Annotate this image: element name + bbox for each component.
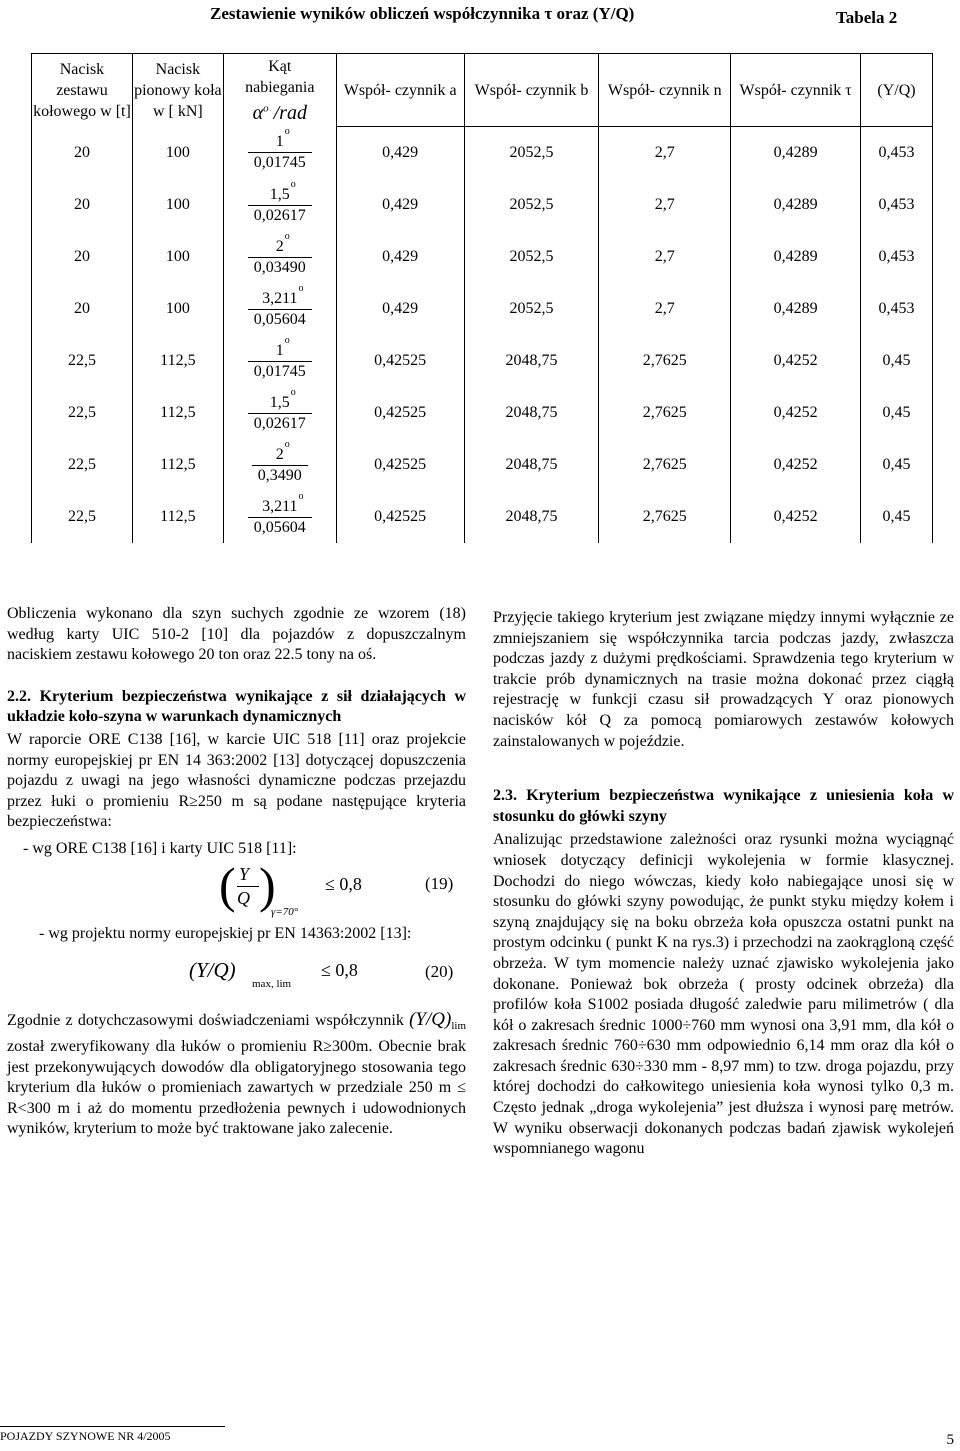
cell-wheel-load: 100 (132, 127, 223, 180)
cell-coef-tau: 0,4252 (731, 387, 861, 439)
yq-lim-sub: lim (451, 1020, 467, 1033)
angle-radians: 0,05604 (248, 517, 312, 538)
cell-coef-b: 2052,5 (464, 179, 599, 231)
angle-degrees: 3,211 (262, 497, 298, 515)
right-paragraph-2: Analizując przedstawione zależności oraz rysunki można wyciągnąć wniosek dotyczący definicji wykolejenia w formie klasycznej. Dochodzi do niego wówczas, kiedy koło nabiegające unosi się w stosunku do główki szyny powodując, że punkt styku między kołem i szyną znajdujący się na boku obrzeża koła opuszcza ostatni punkt na prostym odcinku ( punkt K na rys.3) i przechodzi na zaokrągloną część obrzeża. W tym momencie należy uznać zjawisko wykolejenia jako dokonane. Ponieważ bok obrzeża ( prosty odcinek obrzeża) dla profilów koła S1002 posiada długość zaledwie paru milimetrów ( dla kół o zakresach średnic 1000÷760 mm wynosi ona 3,91 mm, dla kół o zakresach średnic 760÷630 mm odpowiednio 6,14 mm oraz dla kół o zakresach średnic 630÷330 mm - 8,97 mm) to tzw. droga pojazdu, przy której dochodzi do całkowitego uniesienia koła wynosi tylko 0,3 m. Często jednak „droga wykolejenia” jest dłuższa i wynosi parę metrów. W wyniku obserwacji dokonanych podczas badań zjawisk wykolejeń wspomnianego wagonu (493, 831, 954, 1158)
header-coef-n: Współ- czynnik n (599, 54, 731, 127)
cell-yq: 0,45 (861, 439, 933, 491)
table-row (32, 231, 933, 283)
cell-angle: 1 o 0,01745 (223, 127, 336, 180)
equation-20 (7, 944, 466, 1006)
table-row (32, 179, 933, 231)
header-wheel-load: Nacisk pionowy koła w [ kN] (132, 54, 223, 127)
cell-wheel-load: 100 (132, 179, 223, 231)
journal-footer: POJAZDY SZYNOWE NR 4/2005 (0, 1426, 225, 1444)
cell-wheel-load: 100 (132, 283, 223, 335)
table-number: Tabela 2 (836, 8, 898, 27)
cell-axle-load: 20 (32, 179, 133, 231)
header-coef-b: Współ- czynnik b (464, 54, 599, 127)
cell-yq: 0,45 (861, 335, 933, 387)
cell-axle-load: 22,5 (32, 439, 133, 491)
eq19-rhs: ≤ 0,8 (325, 873, 362, 894)
left-paragraph-3 (7, 1010, 466, 1140)
cell-axle-load: 20 (32, 127, 133, 180)
cell-axle-load: 22,5 (32, 335, 133, 387)
cell-wheel-load: 112,5 (132, 335, 223, 387)
cell-coef-b: 2048,75 (464, 335, 599, 387)
cell-angle: 2 o 0,03490 (223, 231, 336, 283)
left-paragraph-1: Obliczenia wykonano dla szyn suchych zgodnie ze wzorem (18) według karty UIC 510-2 [10] dla pojazdów z dopuszczalnym naciskiem zestawu kołowego 20 ton oraz 22.5 tony na oś. (7, 605, 466, 664)
header-yq: (Y/Q) (861, 54, 933, 127)
cell-coef-tau: 0,4289 (731, 127, 861, 180)
cell-coef-a: 0,42525 (336, 491, 464, 543)
cell-axle-load: 22,5 (32, 491, 133, 543)
eq20-subscript: max, lim (252, 978, 292, 991)
angle-degrees: 2 (275, 445, 284, 463)
angle-radians: 0,03490 (248, 257, 312, 278)
cell-coef-a: 0,429 (336, 231, 464, 283)
cell-coef-tau: 0,4252 (731, 335, 861, 387)
table-caption: Zestawienie wyników obliczeń współczynnika τ oraz (Y/Q) (210, 4, 635, 23)
cell-coef-a: 0,429 (336, 127, 464, 180)
cell-axle-load: 20 (32, 231, 133, 283)
angle-degrees: 1 (275, 133, 284, 151)
left-paragraph-2: W raporcie ORE C138 [16], w karcie UIC 518 [11] oraz projekcie normy europejskiej pr EN 14 363:2002 [13] dotyczącej dopuszczenia pojazdu z uwagi na jego własności dynamiczne podczas przejazdu przez łuki o promieniu R≥250 m są podane następujące kryteria bezpieczeństwa: (7, 730, 466, 831)
angle-degrees: 3,211 (262, 289, 298, 307)
cell-coef-b: 2052,5 (464, 283, 599, 335)
cell-yq: 0,453 (861, 179, 933, 231)
angle-radians: 0,3490 (252, 465, 308, 486)
page-number: 5 (946, 1432, 954, 1448)
cell-coef-n: 2,7 (599, 231, 731, 283)
right-paragraph-1: Przyjęcie takiego kryterium jest związane między innymi wyłącznie ze zmniejszaniem się współczynnika tarcia podczas jazdy, zwłaszcza podczas jazdy z dużymi prędkościami. Sprawdzenia tego kryterium w trakcie prób dynamicznych na trasie można dokonać przez ciągłą rejestrację w funkcji czasu sił prowadzących Y oraz pionowych nacisków kół Q za pomocą pomiarowych zestawów kołowych zainstalowanych w pojeździe. (493, 609, 954, 750)
left-paragraph-3a: Zgodnie z dotychczasowymi doświadczeniami współczynnik (7, 1012, 404, 1030)
angle-radians: 0,01745 (248, 152, 312, 173)
angle-degrees: 1 (275, 341, 284, 359)
eq20-number: (20) (425, 962, 454, 982)
results-table (31, 53, 933, 543)
cell-yq: 0,453 (861, 231, 933, 283)
header-axle-load: Nacisk zestawu kołowego w [t] (32, 54, 133, 127)
section-heading-2-2: 2.2. Kryterium bezpieczeństwa wynikające z sił działających w układzie koło-szyna w warunkach dynamicznych (7, 687, 466, 726)
table-row (32, 491, 933, 543)
angle-radians: 0,02617 (248, 205, 312, 226)
eq19-subscript: γ=70° (271, 905, 299, 918)
cell-coef-n: 2,7 (599, 179, 731, 231)
table-header-row (32, 54, 933, 127)
cell-coef-tau: 0,4289 (731, 179, 861, 231)
cell-coef-tau: 0,4252 (731, 491, 861, 543)
cell-coef-a: 0,429 (336, 283, 464, 335)
cell-coef-tau: 0,4289 (731, 283, 861, 335)
cell-coef-b: 2052,5 (464, 127, 599, 180)
eq20-lhs: (Y/Q) (189, 958, 236, 983)
cell-coef-n: 2,7 (599, 283, 731, 335)
cell-coef-b: 2048,75 (464, 439, 599, 491)
cell-coef-a: 0,429 (336, 179, 464, 231)
cell-angle: 1,5 o 0,02617 (223, 179, 336, 231)
angle-degrees: 2 (275, 237, 284, 255)
header-coef-a: Współ- czynnik a (336, 54, 464, 127)
cell-angle: 3,211 o 0,05604 (223, 283, 336, 335)
cell-wheel-load: 112,5 (132, 387, 223, 439)
cell-angle: 3,211 o 0,05604 (223, 491, 336, 543)
cell-yq: 0,45 (861, 491, 933, 543)
yq-lim-expr: (Y/Q) (409, 1009, 452, 1031)
cell-coef-b: 2052,5 (464, 231, 599, 283)
angle-degrees: 1,5 (269, 185, 290, 203)
criterion-ore: - wg ORE C138 [16] i karty UIC 518 [11]: (23, 839, 297, 857)
eq19-lparen: ( (219, 856, 236, 913)
header-angle: Kąt nabiegania $\alpha^o$ /rad (223, 54, 336, 127)
right-column (493, 608, 954, 1160)
table-row (32, 127, 933, 180)
criterion-en: - wg projektu normy europejskiej pr EN 14363:2002 [13]: (39, 924, 412, 942)
angle-radians: 0,01745 (248, 361, 312, 382)
section-heading-2-3: 2.3. Kryterium bezpieczeństwa wynikające z uniesienia koła w stosunku do główki szyny (493, 787, 954, 825)
cell-coef-n: 2,7 (599, 127, 731, 180)
equation-19 (7, 856, 466, 924)
cell-coef-a: 0,42525 (336, 387, 464, 439)
cell-yq: 0,45 (861, 387, 933, 439)
table-row (32, 387, 933, 439)
eq19-fraction-bar (237, 886, 259, 887)
cell-angle: 2 o 0,3490 (223, 439, 336, 491)
cell-coef-n: 2,7625 (599, 491, 731, 543)
cell-coef-a: 0,42525 (336, 439, 464, 491)
angle-radians: 0,05604 (248, 309, 312, 330)
cell-coef-n: 2,7625 (599, 335, 731, 387)
angle-radians: 0,02617 (248, 413, 312, 434)
angle-degrees: 1,5 (269, 393, 290, 411)
cell-wheel-load: 112,5 (132, 439, 223, 491)
cell-coef-b: 2048,75 (464, 491, 599, 543)
table-row (32, 335, 933, 387)
cell-angle: 1 o 0,01745 (223, 335, 336, 387)
header-coef-tau: Współ- czynnik τ (731, 54, 861, 127)
cell-wheel-load: 112,5 (132, 491, 223, 543)
left-column (7, 604, 466, 1140)
cell-angle: 1,5 o 0,02617 (223, 387, 336, 439)
eq19-rparen: ) (259, 856, 276, 913)
cell-coef-a: 0,42525 (336, 335, 464, 387)
cell-yq: 0,453 (861, 127, 933, 180)
cell-axle-load: 20 (32, 283, 133, 335)
cell-axle-load: 22,5 (32, 387, 133, 439)
table-row (32, 283, 933, 335)
cell-coef-tau: 0,4289 (731, 231, 861, 283)
cell-coef-n: 2,7625 (599, 439, 731, 491)
cell-coef-tau: 0,4252 (731, 439, 861, 491)
cell-coef-n: 2,7625 (599, 387, 731, 439)
eq20-rhs: ≤ 0,8 (321, 960, 358, 981)
cell-yq: 0,453 (861, 283, 933, 335)
eq19-number: (19) (425, 873, 454, 893)
eq19-denominator: Q (237, 887, 250, 908)
cell-wheel-load: 100 (132, 231, 223, 283)
eq19-numerator: Y (239, 863, 250, 884)
cell-coef-b: 2048,75 (464, 387, 599, 439)
table-row (32, 439, 933, 491)
left-paragraph-3b: został zweryfikowany dla łuków o promieniu R≥300m. Obecnie brak jest przekonywujących dowodów dla obligatoryjnego stosowania tego kryterium dla łuków o promieniach zawartych w przedziale 250 m ≤ R<300 m i aż do momentu przedłożenia pewnych i udowodnionych wyników, kryterium to może być traktowane jako zalecenie. (7, 1037, 466, 1138)
